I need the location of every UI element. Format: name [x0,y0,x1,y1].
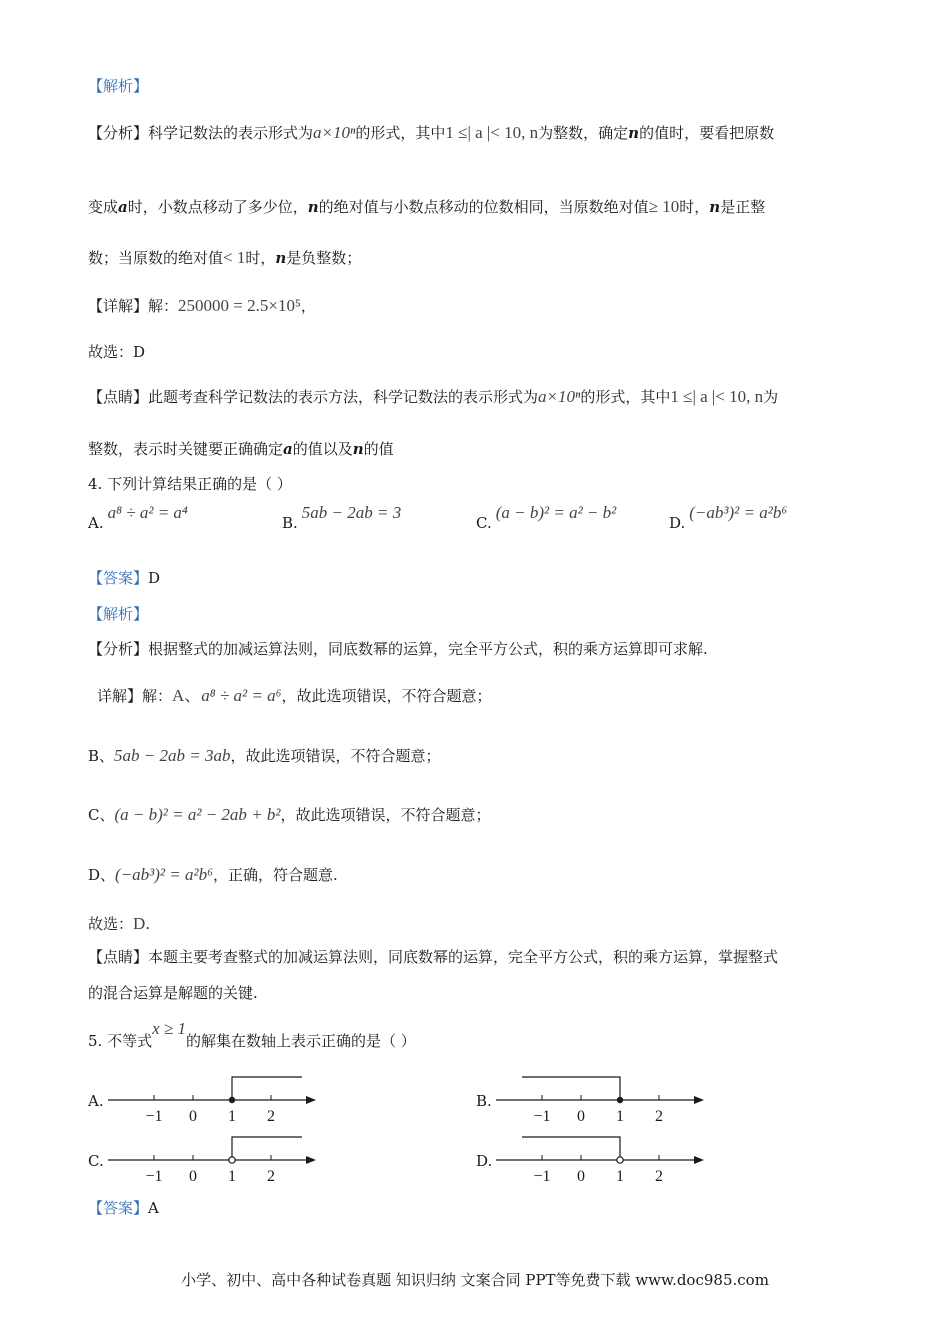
arrow-icon [694,1156,704,1164]
q4-xiangjie-a: 详解】解：A、a⁸ ÷ a² = a⁶，故此选项错误，不符合题意； [97,686,492,705]
fenxi-paragraph-line3: 数；当原数的绝对值< 1时，n是负整数； [88,248,362,267]
svg-text:1: 1 [228,1168,236,1185]
q4-option-c: C.(a − b)² = a² − b² [476,503,617,532]
q5-option-a-label: A. [88,1092,104,1110]
q5-option-b-label: B. [476,1092,492,1110]
dianjing-tag: 【点睛】 [88,388,149,406]
q4-dianjing-line2: 的混合运算是解题的关键. [88,984,258,1002]
hollow-point [229,1157,235,1163]
svg-text:−1: −1 [533,1168,551,1185]
svg-text:2: 2 [655,1168,663,1185]
svg-text:0: 0 [189,1108,197,1125]
q4-xiangjie-b: B、5ab − 2ab = 3ab，故此选项错误，不符合题意； [88,746,441,765]
q4-jiexi-tag: 【解析】 [88,605,149,623]
jiexi-tag: 【解析】 [88,77,149,95]
q4-xiangjie-c: C、(a − b)² = a² − 2ab + b²，故此选项错误，不符合题意； [88,805,491,824]
svg-text:2: 2 [267,1168,275,1185]
q4-answer: 【答案】D [88,569,161,587]
solution-ray [232,1137,302,1157]
dianjing-line1: 【点睛】此题考查科学记数法的表示方法，科学记数法的表示形式为a×10ⁿ的形式，其中1 ≤| a |< 10, n为 [88,387,779,406]
fenxi-paragraph-line2: 变成a时，小数点移动了多少位，n的绝对值与小数点移动的位数相同，当原数绝对值≥ 10时，n是正整 [88,197,766,216]
solid-point [229,1097,235,1103]
q4-fenxi: 【分析】根据整式的加减运算法则，同底数幂的运算，完全平方公式，积的乘方运算即可求解. [88,640,708,658]
answer-tag: 【答案】 [88,569,149,587]
q5-option-d-label: D. [476,1152,493,1170]
arrow-icon [694,1096,704,1104]
solution-ray [522,1137,620,1157]
svg-text:2: 2 [267,1108,275,1125]
svg-text:2: 2 [655,1108,663,1125]
q4-option-b: B.5ab − 2ab = 3 [282,503,402,532]
svg-text:−1: −1 [533,1108,551,1125]
q5-formula: x ≥ 1 [152,1019,186,1038]
svg-text:1: 1 [228,1108,236,1125]
q4-guxuan: 故选：D. [88,914,151,933]
svg-text:0: 0 [577,1168,585,1185]
q4-option-d: D.(−ab³)² = a²b⁶ [669,503,788,532]
hollow-point [617,1157,623,1163]
formula-lt1: < 1 [223,248,246,267]
q4-dianjing-line1: 【点睛】本题主要考查整式的加减运算法则，同底数幂的运算，完全平方公式，积的乘方运算，掌握整式 [88,948,779,966]
q4-question: 4. 下列计算结果正确的是（ ） [88,475,292,493]
q4-xiangjie-d: D、(−ab³)² = a²b⁶，正确，符合题意. [88,865,338,884]
q5-number-line-d [488,1130,718,1190]
svg-text:0: 0 [577,1108,585,1125]
svg-text:1: 1 [616,1108,624,1125]
q5-option-c-label: C. [88,1152,104,1170]
solution-ray [232,1077,302,1100]
answer-tag: 【答案】 [88,1199,149,1217]
q5-question: 5. 不等式x ≥ 1的解集在数轴上表示正确的是（ ） [88,1019,416,1050]
arrow-icon [306,1156,316,1164]
formula-250000: 250000 = 2.5×10⁵ [178,296,301,315]
fenxi-tag: 【分析】 [88,124,149,142]
formula-sci: a×10ⁿ [313,123,356,142]
fenxi-paragraph-line1: 【分析】科学记数法的表示形式为a×10ⁿ的形式，其中1 ≤| a |< 10, n为整数，确定n的值时，要看把原数 [88,123,775,142]
xiangjie-line: 【详解】解：250000 = 2.5×10⁵， [88,296,316,315]
q4-option-a: A.a⁸ ÷ a² = a⁴ [88,503,188,532]
q5-number-line-b [488,1070,718,1130]
formula-range: 1 ≤| a |< 10, n [445,123,539,142]
svg-text:−1: −1 [145,1108,163,1125]
formula-ge10: ≥ 10 [648,197,680,216]
svg-text:0: 0 [189,1168,197,1185]
page-footer: 小学、初中、高中各种试卷真题 知识归纳 文案合同 PPT等免费下载 www.doc985.com [181,1271,769,1289]
solid-point [617,1097,623,1103]
xiangjie-tag: 【详解】 [88,297,149,315]
solution-ray [522,1077,620,1100]
q5-answer: 【答案】A [88,1199,159,1217]
q5-number-line-a [100,1070,330,1130]
dianjing-line2: 整数，表示时关键要正确确定a的值以及n的值 [88,440,394,458]
arrow-icon [306,1096,316,1104]
q3-guxuan: 故选：D [88,343,146,361]
svg-text:1: 1 [616,1168,624,1185]
q5-number-line-c [100,1130,330,1190]
svg-text:−1: −1 [145,1168,163,1185]
